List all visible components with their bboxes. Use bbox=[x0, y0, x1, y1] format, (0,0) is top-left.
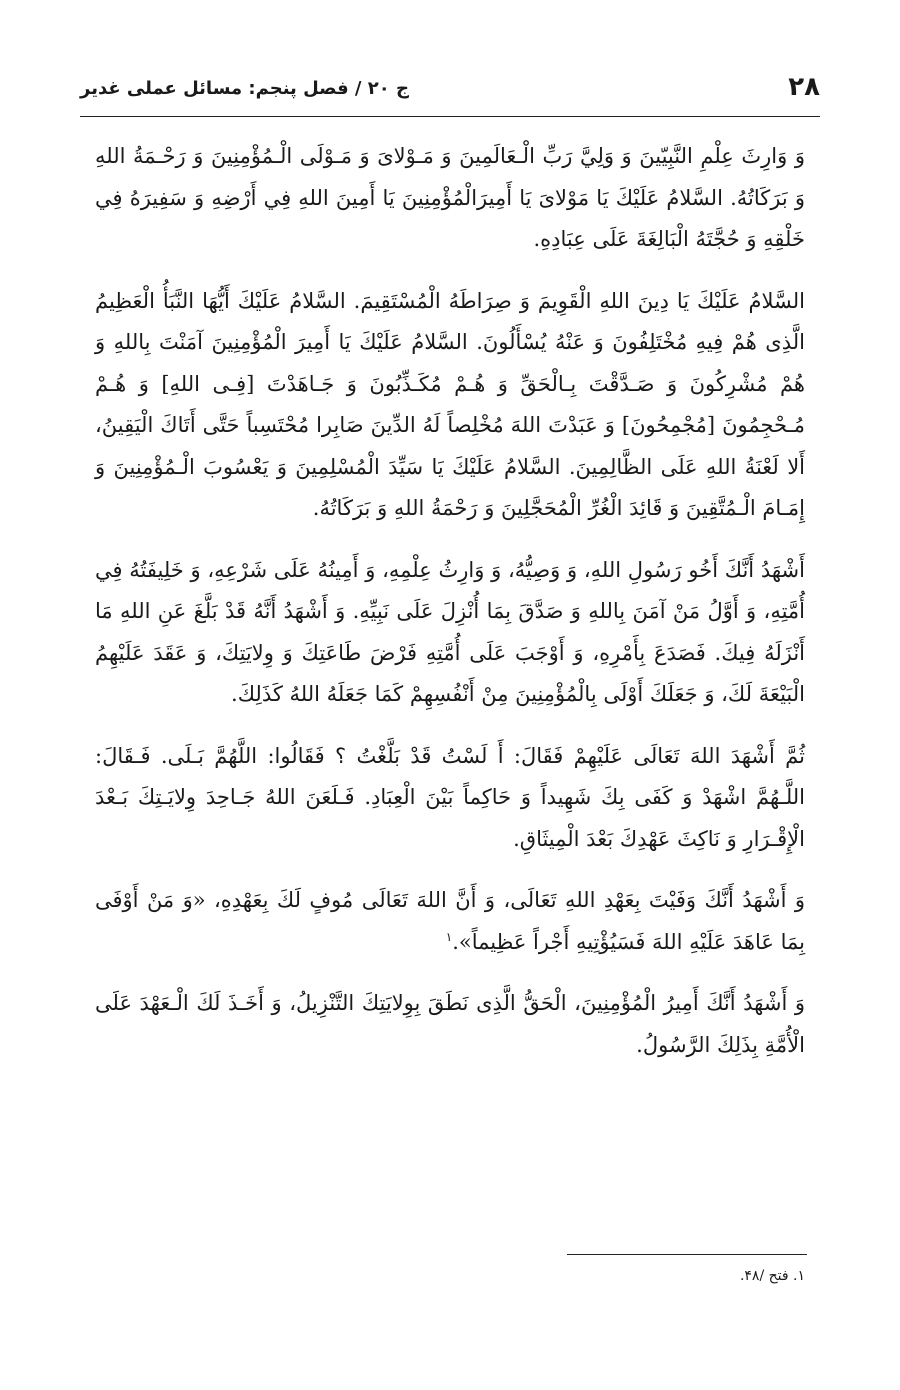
paragraph-6: وَ أَشْهَدُ أَنَّكَ أَمِيرُ الْمُؤْمِنِينَ، الْحَقُّ الَّذِى نَطَقَ بِوِلايَتِكَ التَّنْزِيلُ، وَ أَخَـذَ لَكَ الْـعَهْدَ عَلَى الْأُمَّةِ بِذَلِكَ الرَّسُولُ. bbox=[95, 991, 805, 1057]
page-header bbox=[80, 70, 820, 114]
footnote: ۱. فتح /۴۸. bbox=[739, 1268, 805, 1284]
header-divider bbox=[80, 116, 820, 117]
paragraph-1: وَ وَارِثَ عِلْمِ النَّبِيّينَ وَ وَلِيَّ رَبِّ الْـعَالَمِينَ وَ مَـوْلاىَ وَ مَـوْلَى الْـمُؤْمِنِينَ وَ رَحْـمَةُ اللهِ وَ بَرَكَاتُهُ. السَّلامُ عَلَيْكَ يَا مَوْلاىَ يَا أَمِيرَالْمُؤْمِنِينَ يَا أَمِينَ اللهِ فِي أَرْضِهِ وَ سَفِيرَهُ فِي خَلْقِهِ وَ حُجَّتَهُ الْبَالِغَةَ عَلَى عِبَادِهِ. bbox=[95, 144, 805, 251]
footnote-reference[interactable]: ۱ bbox=[445, 929, 453, 944]
footnote-divider bbox=[567, 1254, 807, 1255]
paragraph-3: أَشْهَدُ أَنَّكَ أَخُو رَسُولِ اللهِ، وَ وَصِيُّهُ، وَ وَارِثُ عِلْمِهِ، وَ أَمِينُهُ عَلَى شَرْعِهِ، وَ خَلِيفَتُهُ فِي أُمَّتِهِ، وَ أَوَّلُ مَنْ آمَنَ بِاللهِ وَ صَدَّقَ بِمَا أُنْزِلَ عَلَى نَبِيِّهِ. وَ أَشْهَدُ أَنَّهُ قَدْ بَلَّغَ عَنِ اللهِ مَا أَنْزَلَهُ فِيكَ. فَصَدَعَ بِأَمْرِهِ، وَ أَوْجَبَ عَلَى أُمَّتِهِ فَرْضَ طَاعَتِكَ وَ وِلايَتِكَ، وَ عَقَدَ عَلَيْهِمُ الْبَيْعَةَ لَكَ، وَ جَعَلَكَ أَوْلَى بِالْمُؤْمِنِينَ مِنْ أَنْفُسِهِمْ كَمَا جَعَلَهُ اللهُ كَذَلِكَ. bbox=[95, 557, 805, 706]
running-title: ج ۲۰ / فصل پنجم: مسائل عملی غدیر bbox=[80, 78, 410, 99]
paragraph-5: وَ أَشْهَدُ أَنَّكَ وَفَيْتَ بِعَهْدِ اللهِ تَعَالَى، وَ أَنَّ اللهَ تَعَالَى مُوفٍ لَكَ بِعَهْدِهِ، «وَ مَنْ أَوْفَى بِمَا عَاهَدَ عَلَيْهِ اللهَ فَسَيُؤْتِيهِ أَجْراً عَظِيماً». bbox=[95, 888, 805, 954]
paragraph-5-wrapper bbox=[95, 880, 805, 963]
body-text bbox=[95, 136, 805, 1086]
paragraph-2: السَّلامُ عَلَيْكَ يَا دِينَ اللهِ الْقَوِيمَ وَ صِرَاطَهُ الْمُسْتَقِيمَ. السَّلامُ عَلَيْكَ أَيُّهَا النَّبَأُ الْعَظِيمُ الَّذِى هُمْ فِيهِ مُخْتَلِفُونَ وَ عَنْهُ يُسْأَلُونَ. السَّلامُ عَلَيْكَ يَا أَمِيرَ الْمُؤْمِنِينَ آمَنْتَ بِاللهِ وَ هُمْ مُشْرِكُونَ وَ صَـدَّقْتَ بِـالْحَقِّ وَ هُـمْ مُكَـذِّبُونَ وَ جَـاهَدْتَ [فِـى اللهِ] وَ هُـمْ مُـحْجِمُونَ [مُجْمِحُونَ] وَ عَبَدْتَ اللهَ مُخْلِصاً لَهُ الدِّينَ صَابِرا مُحْتَسِباً حَتَّى أَتَاكَ الْيَقِينُ، أَلا لَعْنَةُ اللهِ عَلَى الظَّالِمِينَ. السَّلامُ عَلَيْكَ يَا سَيِّدَ الْمُسْلِمِينَ وَ يَعْسُوبَ الْـمُؤْمِنِينَ وَ إِمَـامَ الْـمُتَّقِينَ وَ قَائِدَ الْغُرِّ الْمُحَجَّلِينَ وَ رَحْمَةُ اللهِ وَ بَرَكَاتُهُ. bbox=[95, 288, 805, 520]
page-number: ۲۸ bbox=[788, 72, 820, 102]
paragraph-4: ثُمَّ أَشْهَدَ اللهَ تَعَالَى عَلَيْهِمْ فَقَالَ: أَ لَسْتُ قَدْ بَلَّغْتُ ؟ فَقَالُوا: اللَّهُمَّ بَـلَى. فَـقَالَ: اللَّـهُمَّ اشْهَدْ وَ كَفَى بِكَ شَهِيداً وَ حَاكِماً بَيْنَ الْعِبَادِ. فَـلَعَنَ اللهُ جَـاحِدَ وِلايَـتِكَ بَـعْدَ الْإِقْـرَارِ وَ نَاكِثَ عَهْدِكَ بَعْدَ الْمِيثَاقِ. bbox=[95, 743, 806, 851]
